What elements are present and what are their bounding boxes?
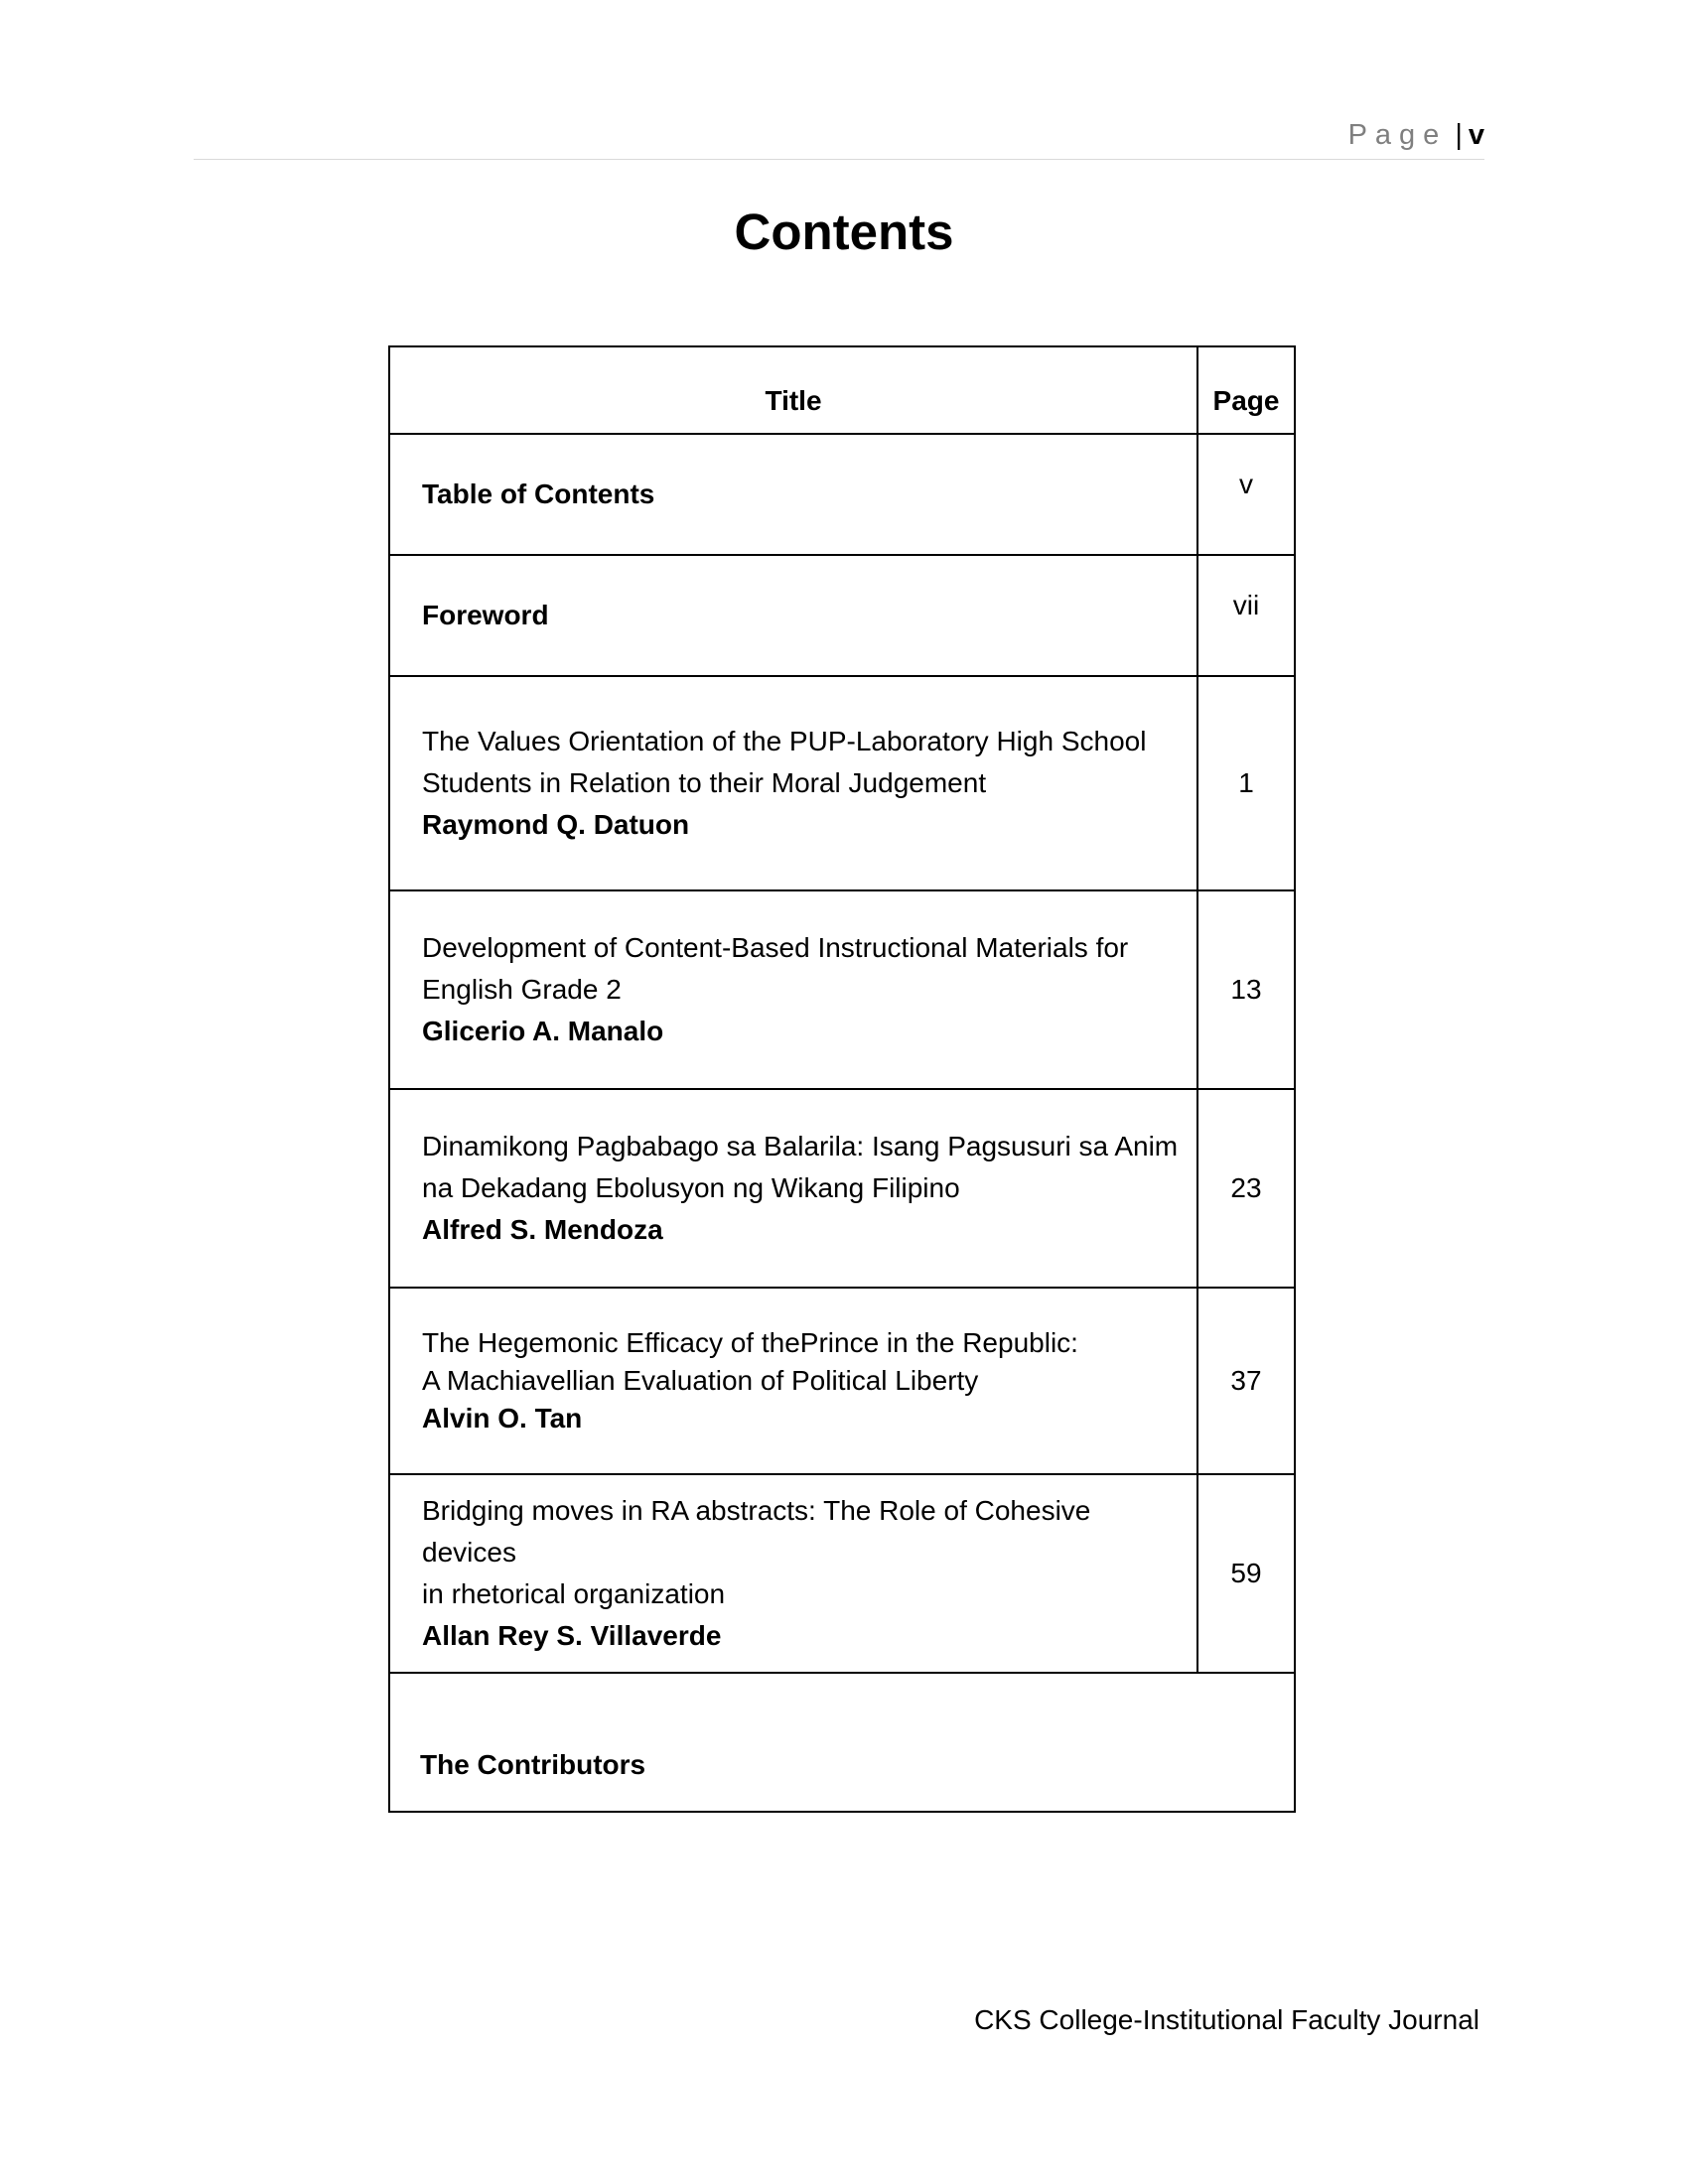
table-row xyxy=(389,1288,1295,1474)
contents-table xyxy=(388,345,1296,1813)
entry-cell xyxy=(389,676,1197,890)
entry-title-line: Bridging moves in RA abstracts: The Role of Cohesive devices xyxy=(422,1495,1091,1568)
table-row xyxy=(389,555,1295,676)
entry-title-line: Students in Relation to their Moral Judgement xyxy=(422,767,987,798)
page-header xyxy=(194,117,1484,160)
table-header-row xyxy=(389,346,1295,434)
entry-page: v xyxy=(1197,434,1295,555)
table-row xyxy=(389,676,1295,890)
entry-title-line: Dinamikong Pagbabago sa Balarila: Isang Pagsusuri sa Anim xyxy=(422,1131,1179,1161)
entry-title: Foreword xyxy=(389,555,1197,676)
table-row xyxy=(389,1089,1295,1288)
entry-author: Allan Rey S. Villaverde xyxy=(422,1620,722,1651)
entry-title-line: A Machiavellian Evaluation of Political Liberty xyxy=(422,1365,979,1396)
entry-author: Alfred S. Mendoza xyxy=(422,1214,663,1245)
table-row xyxy=(389,1474,1295,1673)
entry-title: Table of Contents xyxy=(389,434,1197,555)
entry-page: 59 xyxy=(1197,1474,1295,1673)
entry-author: Raymond Q. Datuon xyxy=(422,809,690,840)
entry-page: 37 xyxy=(1197,1288,1295,1474)
entry-title-line: English Grade 2 xyxy=(422,974,622,1005)
entry-page: 23 xyxy=(1197,1089,1295,1288)
entry-title-line: Development of Content-Based Instructional Materials for xyxy=(422,932,1129,963)
footer-journal-name: CKS College-Institutional Faculty Journal xyxy=(974,2004,1479,2035)
table-row xyxy=(389,1673,1295,1812)
page-number: v xyxy=(1468,119,1484,151)
column-header-title: Title xyxy=(389,346,1197,434)
entry-cell xyxy=(389,1288,1197,1474)
entry-cell xyxy=(389,1089,1197,1288)
table-row xyxy=(389,890,1295,1089)
entry-author: Glicerio A. Manalo xyxy=(422,1016,664,1046)
page-label: Page xyxy=(1347,119,1448,151)
table-row xyxy=(389,434,1295,555)
entry-title: The Contributors xyxy=(389,1673,1295,1812)
entry-title-line: in rhetorical organization xyxy=(422,1578,726,1609)
entry-cell xyxy=(389,1474,1197,1673)
entry-page: vii xyxy=(1197,555,1295,676)
entry-page: 13 xyxy=(1197,890,1295,1089)
page-separator: | xyxy=(1455,119,1463,151)
entry-cell xyxy=(389,890,1197,1089)
entry-title-line: The Hegemonic Efficacy of thePrince in the Republic: xyxy=(422,1327,1078,1358)
column-header-page: Page xyxy=(1197,346,1295,434)
entry-title-line: The Values Orientation of the PUP-Laboratory High School xyxy=(422,726,1147,756)
entry-title-line: na Dekadang Ebolusyon ng Wikang Filipino xyxy=(422,1172,960,1203)
page-title: Contents xyxy=(734,204,954,260)
entry-page: 1 xyxy=(1197,676,1295,890)
entry-author: Alvin O. Tan xyxy=(422,1403,583,1433)
